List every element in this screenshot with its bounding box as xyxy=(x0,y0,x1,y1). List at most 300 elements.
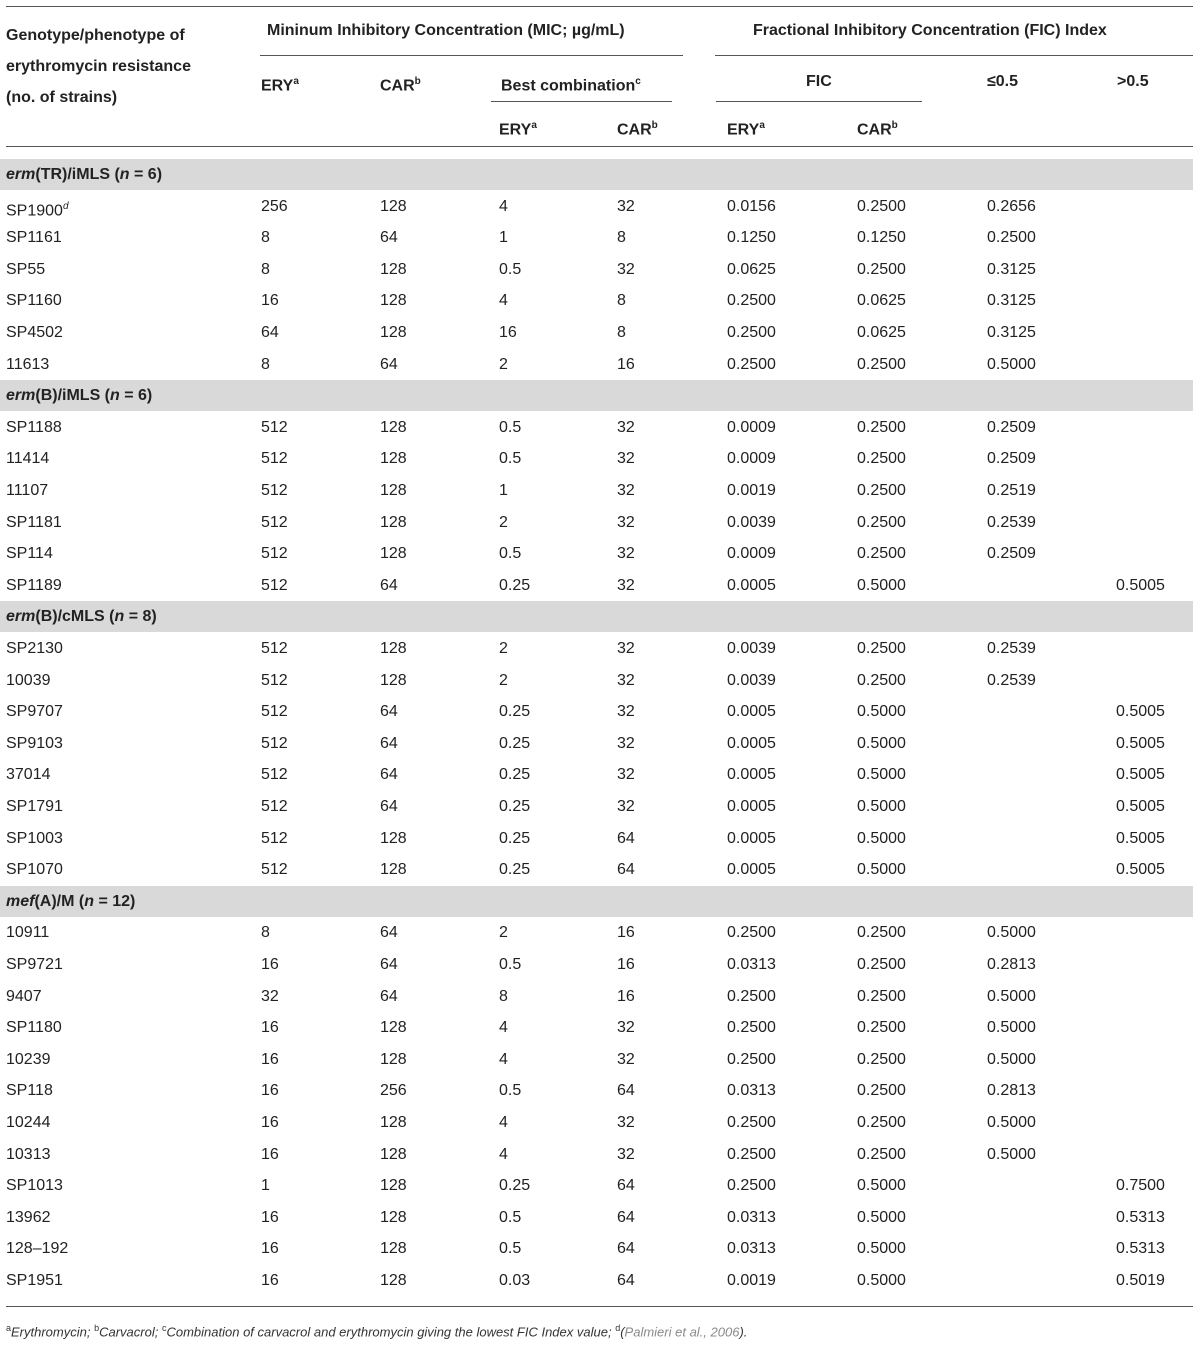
best-ery-cell: 0.5 xyxy=(499,1240,522,1258)
table-row xyxy=(0,191,1193,222)
car-mic-cell: 128 xyxy=(380,292,407,310)
ery-mic-cell: 16 xyxy=(261,1082,279,1100)
best-ery-cell: 2 xyxy=(499,640,508,657)
fic-car-cell: 0.2500 xyxy=(857,450,906,468)
strain-cell xyxy=(6,696,63,727)
car-label: CAR xyxy=(857,121,892,139)
strain-name: SP1951 xyxy=(6,1272,63,1289)
fic-header: FIC xyxy=(806,73,832,90)
fic-car-cell: 0.2500 xyxy=(857,418,906,436)
fic-ery-cell: 0.2500 xyxy=(727,355,776,373)
fic-car-cell: 0.2500 xyxy=(857,1019,906,1037)
best-ery-cell: 0.25 xyxy=(499,798,531,815)
fic-index-gt-cell: 0.5005 xyxy=(1116,861,1165,879)
bottom-rule xyxy=(6,1306,1193,1307)
fic-car-cell: 0.2500 xyxy=(857,197,906,215)
car-sup: b xyxy=(651,120,658,131)
fic-car-cell: 0.5000 xyxy=(857,1208,906,1226)
fic-ery-cell: 0.0009 xyxy=(727,418,776,436)
fic-car-cell: 0.2500 xyxy=(857,987,906,1005)
ery-mic-cell: 512 xyxy=(261,671,288,689)
ery-sup: a xyxy=(293,76,299,87)
ery-label: ERY xyxy=(261,77,294,95)
table-row xyxy=(0,475,1193,506)
ery-sup: a xyxy=(531,120,537,131)
fic-ery-cell: 0.0625 xyxy=(727,260,776,278)
fic-ery-cell: 0.0005 xyxy=(727,703,776,721)
n-symbol: n xyxy=(110,387,120,405)
fic-car-cell: 0.0625 xyxy=(857,324,906,341)
strain-cell xyxy=(6,1044,51,1075)
best-ery-cell: 0.25 xyxy=(499,766,531,784)
best-car-cell: 64 xyxy=(617,829,635,847)
group-label xyxy=(6,159,162,190)
best-ery-cell: 1 xyxy=(499,482,508,499)
table-row xyxy=(0,823,1193,854)
car-label: CAR xyxy=(380,77,415,95)
strain-name: SP9707 xyxy=(6,703,63,721)
strain-name: SP1181 xyxy=(6,513,62,531)
ery-mic-cell: 512 xyxy=(261,450,288,468)
car-mic-cell: 128 xyxy=(380,640,407,657)
best-ery-cell: 0.25 xyxy=(499,861,531,879)
fic-ery-cell: 0.0313 xyxy=(727,1082,776,1100)
fic-index-le-cell: 0.5000 xyxy=(987,1114,1036,1131)
strain-cell xyxy=(6,633,63,664)
strain-name: SP2130 xyxy=(6,640,63,657)
strain-name: 10244 xyxy=(6,1114,51,1131)
fic-car-header xyxy=(857,110,898,145)
table-row xyxy=(0,507,1193,538)
best-ery-cell: 0.03 xyxy=(499,1272,531,1289)
best-car-cell: 64 xyxy=(617,1240,635,1258)
n-symbol: n xyxy=(119,166,130,183)
fic-ery-cell: 0.0005 xyxy=(727,576,776,594)
fic-index-le-cell: 0.3125 xyxy=(987,260,1036,278)
fic-ery-cell: 0.0039 xyxy=(727,513,776,531)
fic-ery-cell: 0.2500 xyxy=(727,1114,776,1131)
strain-name: SP1160 xyxy=(6,292,62,310)
fic-car-cell: 0.2500 xyxy=(857,1050,906,1068)
footnote-mark: b xyxy=(94,1323,100,1333)
table-row xyxy=(0,1265,1193,1296)
strain-cell xyxy=(6,823,63,854)
strain-cell xyxy=(6,349,49,380)
best-car-cell: 64 xyxy=(617,1272,635,1289)
fic-span-rule xyxy=(715,55,1193,56)
gene-name: erm xyxy=(6,387,36,405)
best-ery-cell: 4 xyxy=(499,292,508,310)
best-car-cell: 32 xyxy=(617,734,635,752)
fic-ery-cell: 0.0156 xyxy=(727,197,776,215)
car-mic-cell: 128 xyxy=(380,1114,407,1131)
header-bottom-rule xyxy=(6,146,1193,147)
car-mic-cell: 128 xyxy=(380,1145,407,1163)
strain-name: SP55 xyxy=(6,260,46,278)
group-header-row xyxy=(0,601,1193,632)
strain-name: 128–192 xyxy=(6,1240,69,1258)
strain-count: = 6) xyxy=(119,387,153,405)
best-combination-header xyxy=(501,66,641,101)
best-car-cell: 32 xyxy=(617,1019,635,1037)
phenotype: (TR)/iMLS ( xyxy=(35,166,120,183)
fic-ery-cell: 0.0005 xyxy=(727,798,776,815)
table-row xyxy=(0,633,1193,664)
car-mic-cell: 128 xyxy=(380,260,407,278)
table-row xyxy=(0,222,1193,253)
best-ery-header xyxy=(499,110,537,145)
ery-mic-cell: 512 xyxy=(261,482,288,499)
ery-mic-cell: 16 xyxy=(261,956,279,973)
le05-header: ≤0.5 xyxy=(987,73,1019,90)
footnote xyxy=(6,1323,747,1339)
ery-mic-cell: 512 xyxy=(261,576,288,594)
fic-car-cell: 0.2500 xyxy=(857,956,906,973)
fic-car-cell: 0.1250 xyxy=(857,229,906,247)
reference-link[interactable]: Palmieri et al., 2006 xyxy=(624,1324,740,1340)
strain-name: 11107 xyxy=(6,482,49,499)
ery-mic-cell: 16 xyxy=(261,1208,279,1226)
table-row xyxy=(0,285,1193,316)
ery-label: ERY xyxy=(727,121,760,139)
best-car-cell: 16 xyxy=(617,924,635,942)
fic-ery-cell: 0.0039 xyxy=(727,640,776,657)
ery-mic-cell: 16 xyxy=(261,1114,279,1131)
fic-car-cell: 0.5000 xyxy=(857,1272,906,1289)
best-ery-cell: 0.5 xyxy=(499,1208,522,1226)
car-mic-cell: 64 xyxy=(380,987,398,1005)
car-mic-cell: 128 xyxy=(380,418,407,436)
car-mic-cell: 128 xyxy=(380,450,407,468)
fic-ery-cell: 0.2500 xyxy=(727,1177,776,1195)
fic-ery-cell: 0.0313 xyxy=(727,1208,776,1226)
fic-car-cell: 0.5000 xyxy=(857,861,906,879)
fic-index-gt-cell: 0.5005 xyxy=(1116,766,1165,784)
mic-header: Mininum Inhibitory Concentration (MIC; µg/mL) xyxy=(267,22,625,39)
car-mic-header xyxy=(380,66,421,101)
ery-mic-cell: 16 xyxy=(261,1272,279,1289)
fic-index-gt-cell: 0.7500 xyxy=(1116,1177,1165,1195)
strain-cell xyxy=(6,254,45,285)
table-row xyxy=(0,443,1193,474)
best-car-cell: 32 xyxy=(617,197,635,215)
best-ery-cell: 0.25 xyxy=(499,829,531,847)
best-car-cell: 32 xyxy=(617,260,635,278)
footnote-text: Combination of carvacrol and erythromycin giving the lowest FIC Index value; xyxy=(166,1324,616,1340)
fic-ery-cell: 0.0005 xyxy=(727,766,776,784)
strain-name: 10313 xyxy=(6,1145,51,1163)
fic-index-gt-cell: 0.5313 xyxy=(1116,1208,1165,1226)
fic-car-cell: 0.2500 xyxy=(857,1114,906,1131)
best-car-cell: 8 xyxy=(617,229,626,247)
strain-cell xyxy=(6,222,62,253)
phenotype: (A)/M ( xyxy=(34,892,85,910)
fic-index-le-cell: 0.3125 xyxy=(987,324,1036,341)
table-row xyxy=(0,791,1193,822)
car-mic-cell: 64 xyxy=(380,798,398,815)
footnote-mark: a xyxy=(6,1323,12,1333)
best-car-cell: 64 xyxy=(617,1208,635,1226)
fic-index-gt-cell: 0.5005 xyxy=(1116,703,1165,721)
fic-ery-cell: 0.2500 xyxy=(727,1019,776,1037)
best-ery-cell: 8 xyxy=(499,987,508,1005)
fic-car-cell: 0.2500 xyxy=(857,545,906,563)
fic-ery-cell: 0.0313 xyxy=(727,1240,776,1258)
fic-car-cell: 0.5000 xyxy=(857,1177,906,1195)
n-symbol: n xyxy=(114,608,125,626)
fic-index-header: Fractional Inhibitory Concentration (FIC) Index xyxy=(753,22,1107,39)
strain-cell xyxy=(6,285,62,316)
fic-car-cell: 0.2500 xyxy=(857,640,906,657)
best-ery-cell: 2 xyxy=(499,671,508,689)
car-mic-cell: 256 xyxy=(380,1082,407,1100)
strain-name: SP1161 xyxy=(6,229,62,247)
strain-cell xyxy=(6,1233,68,1264)
best-ery-cell: 4 xyxy=(499,197,508,215)
best-ery-cell: 0.5 xyxy=(499,545,522,563)
group-header-row xyxy=(0,380,1193,411)
ery-mic-cell: 8 xyxy=(261,924,270,942)
fic-car-cell: 0.2500 xyxy=(857,924,906,942)
best-span-rule xyxy=(491,101,672,102)
best-ery-cell: 2 xyxy=(499,924,508,942)
best-car-cell: 32 xyxy=(617,576,635,594)
car-mic-cell: 64 xyxy=(380,734,398,752)
table-row xyxy=(0,1170,1193,1201)
strain-name: SP1791 xyxy=(6,798,63,815)
car-mic-cell: 128 xyxy=(380,1019,407,1037)
strain-cell xyxy=(6,1107,51,1138)
fic-index-le-cell: 0.5000 xyxy=(987,1019,1036,1037)
strain-cell xyxy=(6,1202,51,1233)
ery-mic-cell: 512 xyxy=(261,829,288,847)
strain-name: SP9103 xyxy=(6,734,63,752)
fic-index-le-cell: 0.3125 xyxy=(987,292,1036,310)
best-ery-cell: 16 xyxy=(499,324,517,341)
best-ery-cell: 0.25 xyxy=(499,734,531,752)
fic-ery-cell: 0.0019 xyxy=(727,1272,776,1289)
strain-cell xyxy=(6,317,63,348)
group-header-row xyxy=(0,886,1193,917)
gene-name: erm xyxy=(6,608,36,626)
fic-ery-cell: 0.2500 xyxy=(727,924,776,942)
footnote-text: Carvacrol; xyxy=(99,1324,162,1340)
table-row xyxy=(0,665,1193,696)
car-mic-cell: 64 xyxy=(380,355,398,373)
best-car-cell: 32 xyxy=(617,1114,635,1131)
strain-name: SP1900 xyxy=(6,201,63,219)
best-ery-cell: 0.25 xyxy=(499,703,531,721)
gene-name: mef xyxy=(6,892,35,910)
genotype-header xyxy=(6,20,191,113)
strain-name: SP9721 xyxy=(6,956,63,973)
gene-name: erm xyxy=(6,166,36,183)
ery-mic-header xyxy=(261,66,299,101)
best-ery-cell: 0.5 xyxy=(499,450,522,468)
strain-name: SP1189 xyxy=(6,576,62,594)
car-mic-cell: 64 xyxy=(380,703,398,721)
strain-cell xyxy=(6,791,63,822)
fic-index-gt-cell: 0.5005 xyxy=(1116,576,1165,594)
table-row xyxy=(0,854,1193,885)
strain-name: SP118 xyxy=(6,1082,53,1100)
ery-mic-cell: 512 xyxy=(261,766,288,784)
best-ery-cell: 4 xyxy=(499,1050,508,1068)
ery-mic-cell: 8 xyxy=(261,229,270,247)
group-label xyxy=(6,886,135,917)
fic-index-le-cell: 0.2539 xyxy=(987,671,1036,689)
strain-cell xyxy=(6,1139,51,1170)
strain-name: 10039 xyxy=(6,671,51,689)
strain-name: 9407 xyxy=(6,987,42,1005)
fic-index-gt-cell: 0.5313 xyxy=(1116,1240,1165,1258)
strain-cell xyxy=(6,854,63,885)
ery-mic-cell: 8 xyxy=(261,260,270,278)
strain-cell xyxy=(6,759,51,790)
group-label xyxy=(6,380,152,411)
best-car-cell: 32 xyxy=(617,545,635,563)
car-mic-cell: 64 xyxy=(380,229,398,247)
fic-index-le-cell: 0.2656 xyxy=(987,197,1036,215)
best-car-cell: 32 xyxy=(617,450,635,468)
footnote-mark: c xyxy=(161,1323,167,1333)
best-ery-cell: 0.25 xyxy=(499,1177,531,1195)
strain-name: 10239 xyxy=(6,1050,51,1068)
car-mic-cell: 128 xyxy=(380,861,407,879)
strain-cell xyxy=(6,570,62,601)
car-mic-cell: 128 xyxy=(380,1208,407,1226)
table-row xyxy=(0,1044,1193,1075)
top-rule xyxy=(6,6,1193,7)
best-ery-cell: 4 xyxy=(499,1145,508,1163)
fic-index-le-cell: 0.5000 xyxy=(987,1145,1036,1163)
fic-index-le-cell: 0.2509 xyxy=(987,418,1036,436)
fic-ery-cell: 0.0005 xyxy=(727,829,776,847)
strain-name: 13962 xyxy=(6,1208,51,1226)
table-row xyxy=(0,1012,1193,1043)
best-ery-cell: 0.5 xyxy=(499,1082,522,1100)
fic-car-cell: 0.5000 xyxy=(857,798,906,815)
strain-name: SP1070 xyxy=(6,861,63,879)
fic-index-le-cell: 0.2813 xyxy=(987,956,1036,973)
car-mic-cell: 128 xyxy=(380,513,407,531)
table-row xyxy=(0,349,1193,380)
strain-cell xyxy=(6,917,49,948)
best-car-cell: 16 xyxy=(617,987,635,1005)
strain-cell xyxy=(6,475,48,506)
footnote-mark: d xyxy=(615,1323,621,1333)
car-mic-cell: 128 xyxy=(380,197,407,215)
table-row xyxy=(0,317,1193,348)
fic-car-cell: 0.2500 xyxy=(857,355,906,373)
phenotype: (B)/iMLS ( xyxy=(35,387,111,405)
car-mic-cell: 64 xyxy=(380,956,398,973)
fic-index-le-cell: 0.2519 xyxy=(987,482,1036,499)
strain-name: 11613 xyxy=(6,355,50,373)
best-car-cell: 32 xyxy=(617,418,635,436)
strain-name: SP114 xyxy=(6,545,53,563)
strain-cell xyxy=(6,191,69,222)
fic-car-cell: 0.5000 xyxy=(857,829,906,847)
fic-index-le-cell: 0.5000 xyxy=(987,1050,1036,1068)
strain-cell xyxy=(6,507,62,538)
fic-car-cell: 0.5000 xyxy=(857,576,906,594)
strain-name: SP1180 xyxy=(6,1019,62,1037)
gt05-header: >0.5 xyxy=(1117,73,1149,90)
car-mic-cell: 128 xyxy=(380,1050,407,1068)
fic-ery-cell: 0.0019 xyxy=(727,482,776,499)
strain-name: SP1188 xyxy=(6,418,62,436)
best-car-cell: 16 xyxy=(617,355,635,373)
strain-name: 37014 xyxy=(6,766,51,784)
car-mic-cell: 64 xyxy=(380,766,398,784)
group-label xyxy=(6,601,157,632)
fic-car-cell: 0.0625 xyxy=(857,292,906,310)
strain-cell xyxy=(6,981,42,1012)
car-mic-cell: 128 xyxy=(380,671,407,689)
best-ery-cell: 4 xyxy=(499,1114,508,1131)
fic-ery-cell: 0.0005 xyxy=(727,734,776,752)
ery-label: ERY xyxy=(499,121,532,139)
ery-mic-cell: 512 xyxy=(261,513,288,531)
fic-index-le-cell: 0.5000 xyxy=(987,987,1036,1005)
best-car-cell: 32 xyxy=(617,513,635,531)
best-car-cell: 32 xyxy=(617,671,635,689)
ery-mic-cell: 512 xyxy=(261,798,288,815)
fic-index-le-cell: 0.5000 xyxy=(987,355,1036,373)
car-mic-cell: 128 xyxy=(380,1272,407,1289)
car-mic-cell: 64 xyxy=(380,924,398,942)
strain-sup: d xyxy=(62,200,69,212)
genotype-header-line: erythromycin resistance xyxy=(6,58,191,75)
table-row xyxy=(0,1139,1193,1170)
best-car-cell: 32 xyxy=(617,703,635,721)
best-sup: c xyxy=(635,76,641,87)
fic-ery-cell: 0.2500 xyxy=(727,292,776,310)
fic-ery-cell: 0.0039 xyxy=(727,671,776,689)
best-car-cell: 16 xyxy=(617,956,635,973)
best-ery-cell: 0.5 xyxy=(499,260,522,278)
strain-cell xyxy=(6,443,49,474)
strain-cell xyxy=(6,1075,53,1106)
car-label: CAR xyxy=(617,121,652,139)
strain-count: = 8) xyxy=(124,608,157,626)
best-label: Best combination xyxy=(501,77,636,95)
car-mic-cell: 128 xyxy=(380,829,407,847)
strain-cell xyxy=(6,728,63,759)
fic-index-le-cell: 0.2500 xyxy=(987,229,1036,247)
ery-mic-cell: 512 xyxy=(261,734,288,752)
fic-car-cell: 0.2500 xyxy=(857,482,906,499)
car-mic-cell: 128 xyxy=(380,1177,407,1195)
car-mic-cell: 128 xyxy=(380,324,407,341)
ery-mic-cell: 512 xyxy=(261,640,288,657)
fic-ery-cell: 0.2500 xyxy=(727,987,776,1005)
ery-mic-cell: 16 xyxy=(261,1050,279,1068)
fic-car-cell: 0.2500 xyxy=(857,260,906,278)
fic-ery-cell: 0.2500 xyxy=(727,1050,776,1068)
best-car-cell: 32 xyxy=(617,1050,635,1068)
strain-name: 11414 xyxy=(6,450,50,468)
table-row xyxy=(0,412,1193,443)
table-row xyxy=(0,254,1193,285)
strain-cell xyxy=(6,412,62,443)
fic-ery-cell: 0.2500 xyxy=(727,1145,776,1163)
table-row xyxy=(0,696,1193,727)
fic-index-le-cell: 0.2813 xyxy=(987,1082,1036,1100)
ery-mic-cell: 512 xyxy=(261,703,288,721)
best-ery-cell: 2 xyxy=(499,355,508,373)
